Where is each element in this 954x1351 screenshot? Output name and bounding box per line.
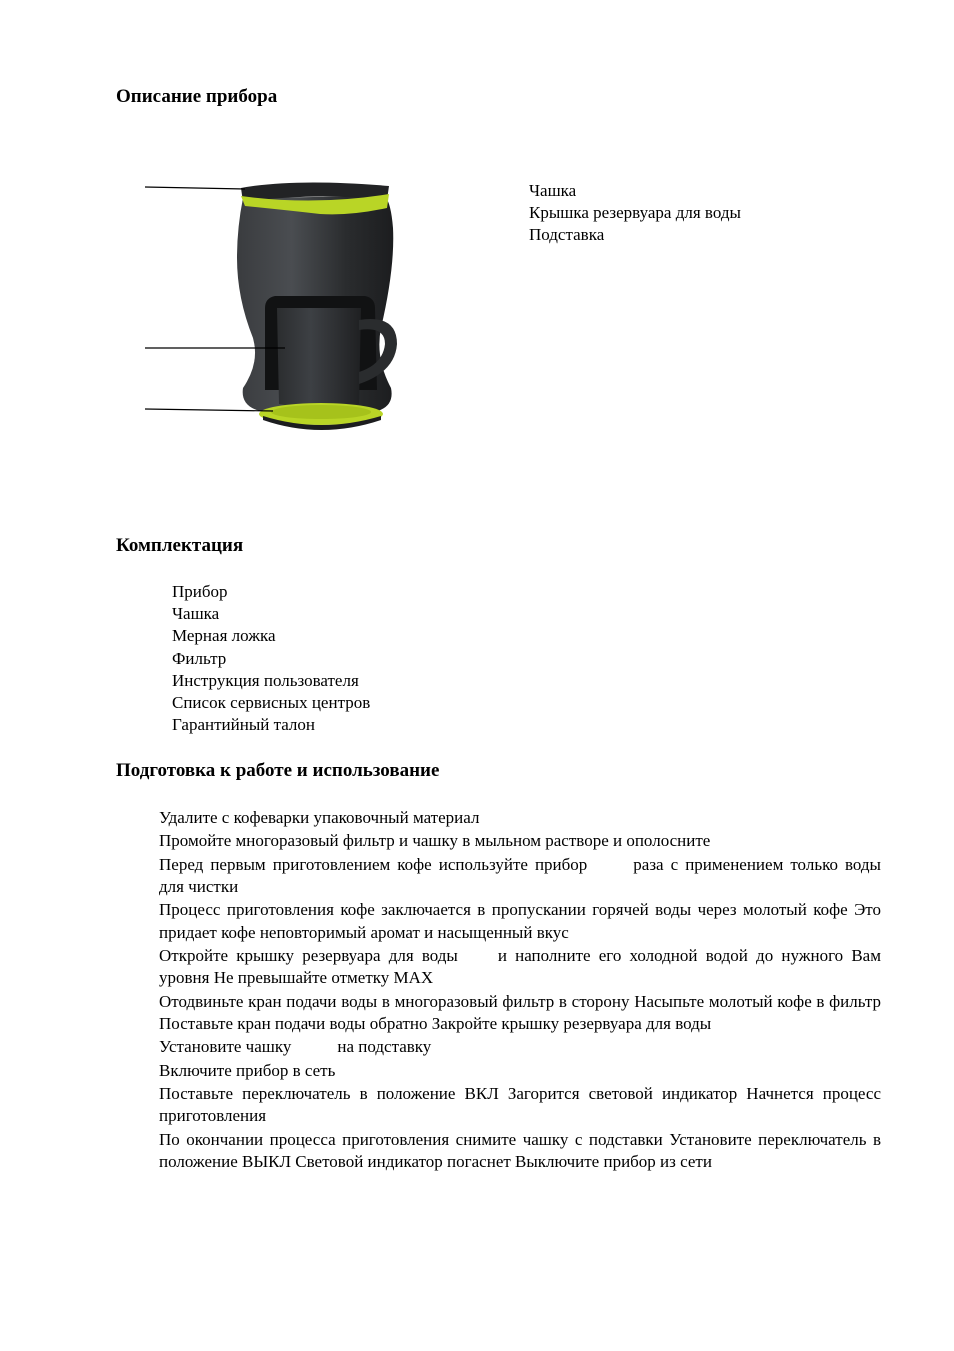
step-text: Перед первым приготовлением кофе используйте прибор (159, 854, 588, 874)
step-text: Установите чашку (159, 1037, 292, 1057)
coffee-maker-illustration (145, 158, 430, 443)
step-text: Откройте крышку резервуара для воды (159, 945, 458, 965)
list-item: Чашка (172, 604, 220, 624)
step-item (159, 945, 881, 989)
drip-tray-illustration (259, 403, 383, 430)
step-text: на подставку (337, 1037, 432, 1057)
step-item: Промойте многоразовый фильтр и чашку в мыльном растворе и ополосните (159, 831, 711, 851)
instruction-steps (159, 807, 881, 1174)
step-text: раза с применением только воды для чистки (159, 854, 881, 896)
list-item: Прибор (172, 582, 228, 601)
legend-item: Подставка (529, 225, 605, 245)
list-item: Список сервисных центров (172, 693, 371, 713)
step-item (159, 1036, 881, 1058)
step-item: По окончании процесса приготовления снимите чашку с подставки Установите переключатель в положение ВЫКЛ Световой индикатор погаснет Выключите прибор из сети (159, 1129, 881, 1171)
legend-item: Крышка резервуара для воды (529, 203, 741, 223)
leader-line-lid (145, 187, 245, 189)
step-item: Отодвиньте кран подачи воды в многоразовый фильтр в сторону Насыпьте молотый кофе в фильтр Поставьте кран подачи воды обратно Закройте крышку резервуара для воды (159, 991, 881, 1033)
step-item (159, 854, 881, 898)
list-item: Мерная ложка (172, 626, 276, 646)
leader-line-tray (145, 409, 273, 411)
step-item: Включите прибор в сеть (159, 1060, 336, 1080)
contents-list (172, 581, 370, 736)
list-item: Гарантийный талон (172, 715, 315, 735)
step-text: и наполните его холодной водой до нужного Вам уровня Не превышайте отметку MAX (159, 945, 881, 988)
step-item: Процесс приготовления кофе заключается в пропускании горячей воды через молотый кофе Это придает кофе неповторимый аромат и насыщенный вкус (159, 900, 881, 942)
step-item: Удалите с кофеварки упаковочный материал (159, 808, 480, 827)
list-item: Фильтр (172, 648, 227, 668)
step-item: Поставьте переключатель в положение ВКЛ Загорится световой индикатор Начнется процесс приготовления (159, 1083, 881, 1126)
list-item: Инструкция пользователя (172, 670, 359, 690)
legend-item: Чашка (529, 181, 577, 200)
section-title-preparation: Подготовка к работе и использование (116, 760, 440, 781)
section-title-description: Описание прибора (116, 86, 278, 107)
section-title-contents: Комплектация (116, 535, 244, 556)
parts-legend (529, 180, 741, 247)
